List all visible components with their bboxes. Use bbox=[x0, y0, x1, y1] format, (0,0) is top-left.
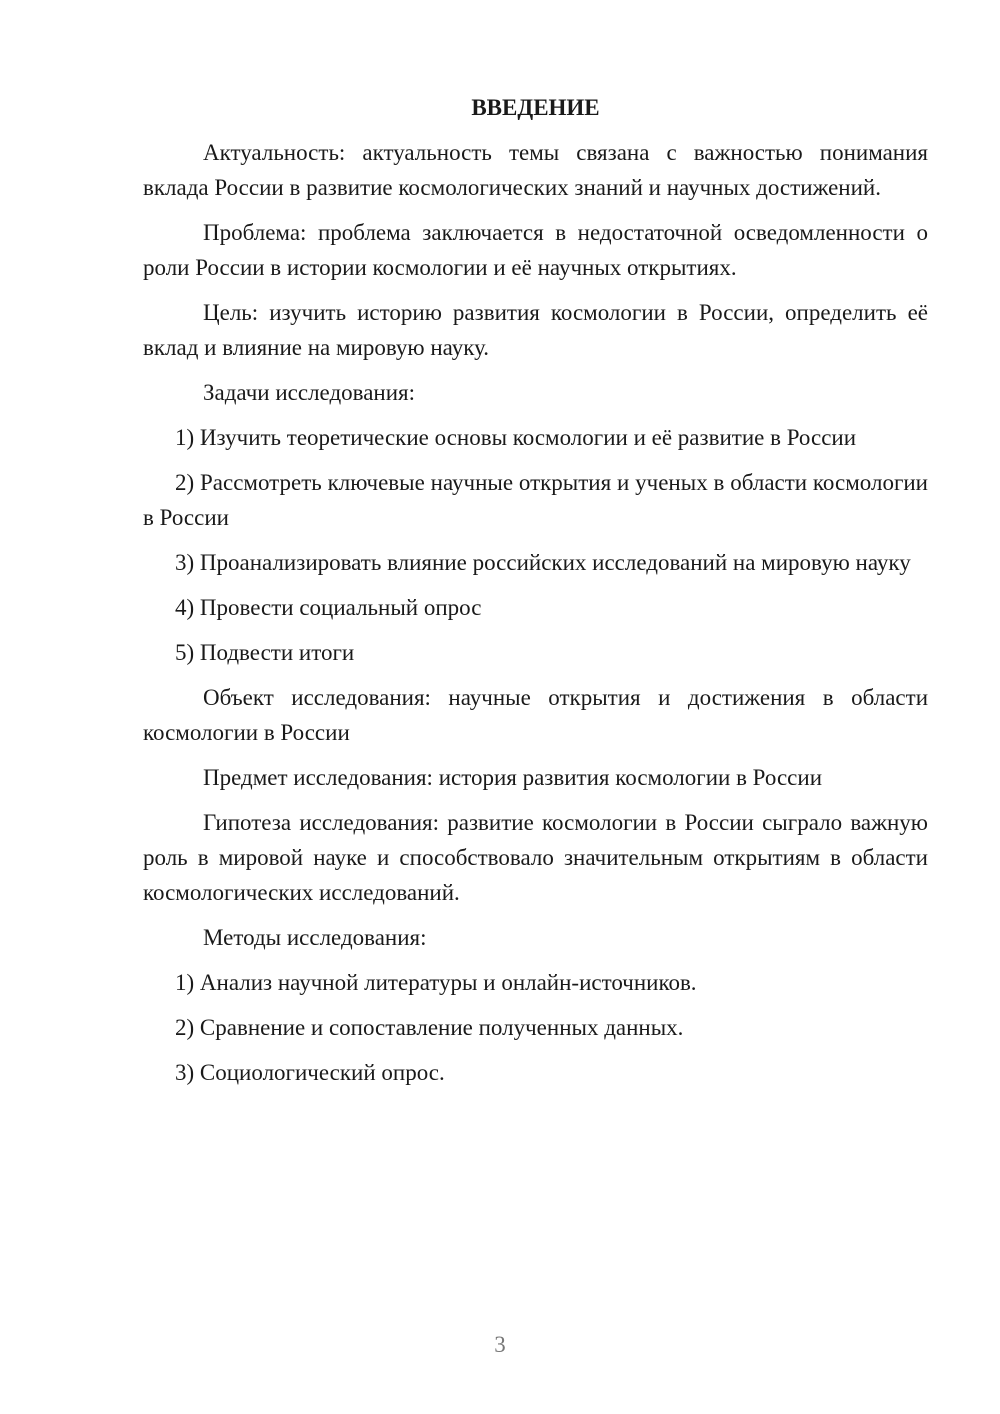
methods-heading: Методы исследования: bbox=[203, 925, 427, 950]
tasks-heading: Задачи исследования: bbox=[203, 380, 416, 405]
task-item: 3) Проанализировать влияние российских исследований на мировую науку bbox=[175, 550, 911, 575]
method-item: 1) Анализ научной литературы и онлайн-источников. bbox=[175, 970, 697, 995]
subject-paragraph: Предмет исследования: история развития космологии в России bbox=[203, 765, 823, 790]
document-body bbox=[143, 90, 928, 1100]
task-item: 5) Подвести итоги bbox=[175, 640, 355, 665]
hypothesis-paragraph: Гипотеза исследования: развитие космологии в России сыграло важную роль в мировой науке и способствовало значительным открытиям в области космологических исследований. bbox=[143, 810, 928, 905]
problem-paragraph: Проблема: проблема заключается в недостаточной осведомленности о роли России в истории космологии и её научных открытиях. bbox=[143, 220, 928, 280]
task-item: 2) Рассмотреть ключевые научные открытия и ученых в области космологии в России bbox=[143, 470, 928, 530]
section-title: ВВЕДЕНИЕ bbox=[471, 95, 600, 120]
method-item: 3) Социологический опрос. bbox=[175, 1060, 445, 1085]
object-paragraph: Объект исследования: научные открытия и достижения в области космологии в России bbox=[143, 685, 928, 745]
page-number: 3 bbox=[494, 1332, 506, 1357]
task-item: 1) Изучить теоретические основы космологии и её развитие в России bbox=[175, 425, 857, 450]
goal-paragraph: Цель: изучить историю развития космологии в России, определить её вклад и влияние на мировую науку. bbox=[143, 300, 928, 360]
relevance-paragraph: Актуальность: актуальность темы связана с важностью понимания вклада России в развитие космологических знаний и научных достижений. bbox=[143, 140, 928, 200]
method-item: 2) Сравнение и сопоставление полученных данных. bbox=[175, 1015, 684, 1040]
task-item: 4) Провести социальный опрос bbox=[175, 595, 482, 620]
